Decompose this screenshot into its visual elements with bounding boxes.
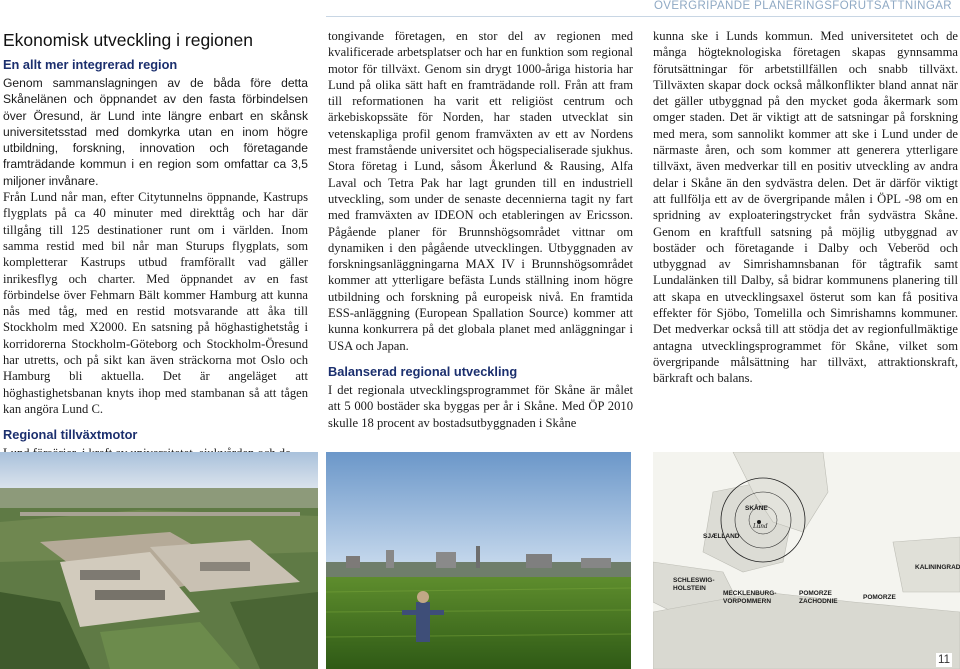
section-heading-integrated-region: En allt mer integrerad region — [3, 57, 178, 72]
regional-map — [653, 452, 960, 669]
body-paragraph-housing: I det regionala utvecklingsprogrammet för Skåne är målet att 5 000 bostäder ska byggas per år i Skåne. Med ÖP 2010 skulle 18 procent av bostadsutbyggnaden i Skåne — [328, 382, 633, 430]
map-label-vorpommern: VORPOMMERN — [723, 598, 772, 605]
map-label-mecklenburg: MECKLENBURG- — [723, 590, 777, 597]
map-label-pomorze-zachodnie-2: ZACHODNIE — [799, 598, 838, 605]
lede-paragraph: Genom sammanslagningen av de båda före detta Skånelänen och öppnandet av den fasta förbindelsen över Öresund, är Lund inte längre enbart en skånsk universitetsstad med domkyrka utan en inom högre utbildning, forskning, innovation och företagande framträdande kommun i en region som omfattar ca 3,5 miljoner invånare. — [3, 76, 308, 188]
aerial-photo-lund — [0, 452, 318, 669]
map-label-pomorze: POMORZE — [863, 594, 896, 601]
column-1 — [3, 30, 308, 462]
running-header: ÖVERGRIPANDE PLANERINGSFÖRUTSÄTTNINGAR — [653, 0, 952, 12]
page-title: Ekonomisk utveckling i regionen — [3, 30, 253, 50]
map-label-schleswig: SCHLESWIG- — [673, 577, 715, 584]
body-paragraph-housing-cont: kunna ske i Lunds kommun. Med universitetet och de många högteknologiska företagen skapas gynnsamma förutsättningar för arbetstillfällen och snabb tillväxt. Tillväxten skapar dock också målkonflikter bland annat när det gäller utbyggnad på den mycket goda åkermark som omger staden. Det är viktigt att de satsningar på forskning med mera, som sannolikt kommer att ske i Lund under de närmaste åren, och som kommer att generera ytterligare tillväxt, även medverkar till en positiv utveckling av andra delar i Skåne än den sydvästra delen. Det är därför viktigt att fullfölja ett av de övergripande målen i ÖPL -98 om en spridning av exploateringstrycket från sydvästra Skåne. Genom en kraftfull satsning på möjlig utbyggnad av bostäder och företagande i Dalby och Veberöd och utbyggnad av Simrishamnsbanan för tågtrafik samt Lundalänken till Dalby, så bidrar kommunens planering till att skapa en utvecklingsaxel österut som kan få positiva effekter för Sjöbo, Tomelilla och Simrishamns kommuner. Det medverkar också till att stödja det av regionfullmäktige antagna utvecklingsprogrammet för Skåne, vilket som övergripande målsättning har tillväxt, attraktionskraft, bärkraft och balans. — [653, 29, 958, 386]
photo-field-skyline — [326, 452, 631, 669]
map-label-holstein: HOLSTEIN — [673, 585, 706, 592]
column-2 — [328, 28, 633, 431]
section-heading-growth-engine: Regional tillväxtmotor — [3, 427, 138, 443]
section-heading-balanced-development: Balanserad regional utveckling — [328, 363, 518, 379]
header-rule — [326, 16, 960, 17]
column-3 — [653, 28, 958, 387]
body-paragraph-growth-cont: tongivande företagen, en stor del av regionen med kvalificerade arbetsplatser och har en funktion som regional motor för tillväxt. Genom sin drygt 1000-åriga historia har Lund på olika sätt haft en framträdande roll. Från att fram till reformationen ha varit ett religiöst centrum och ärkebiskopssäte för Norden, har staden utvecklat sin vetenskapliga profil genom framväxten av ett av Nordens mest framstående universitet och högspecialiserade sjukhus. Stora företag i Lund, såsom Åkerlund & Rausing, Alfa Laval och Tetra Pak har lagt grunden till en industriell utveckling, som under de senaste decennierna tagit ny fart med framväxten av IDEON och etableringen av Ericsson. Pågående planer för Brunnshögsområdet vittnar om dynamiken i den pågående utvecklingen. Utbyggnaden av forskningsanläggningarna MAX IV i Brunnshögsområdet kommer att ytterligare befästa Lunds ställning inom högre utbildning och forskning på europeisk nivå. En framtida ESS-anläggning (European Spallation Source) kommer att kunna konkurrera på det globala planet med anläggningar i USA och Japan. — [328, 29, 633, 353]
map-label-kaliningrad: KALININGRAD — [915, 564, 960, 571]
map-label-sjaelland: SJÆLLAND — [703, 533, 740, 540]
map-label-pomorze-zachodnie-1: POMORZE — [799, 590, 832, 597]
map-label-lund: Lund — [753, 522, 768, 530]
body-paragraph-travel: Från Lund når man, efter Citytunnelns öppnande, Kastrups flygplats på ca 40 minuter med direkttåg och har där tillgång till 125 destinationer runt om i världen. Inom samma restid med bil når man Sturups flygplats, som kompletterar Kastrups utbud framförallt vad gäller inrikesflyg och charter. Med öppnandet av en fast förbindelse över Fehmarn Bält kommer Hamburg att kunna nås med tåg, med en restid motsvarande att åka till Stockholm med X2000. En satsning på höghastighetståg i korridorerna Stockholm-Göteborg och Stockholm-Öresund har utretts, och på sikt kan även sträckorna mot Oslo och Hamburg bli aktuella. Det är angeläget att höghastighetsbanan knyts ihop med stambanan så att tågen kan angöra Lund C. — [3, 190, 308, 416]
map-label-skane: SKÅNE — [745, 505, 768, 512]
page-number: 11 — [938, 654, 950, 666]
